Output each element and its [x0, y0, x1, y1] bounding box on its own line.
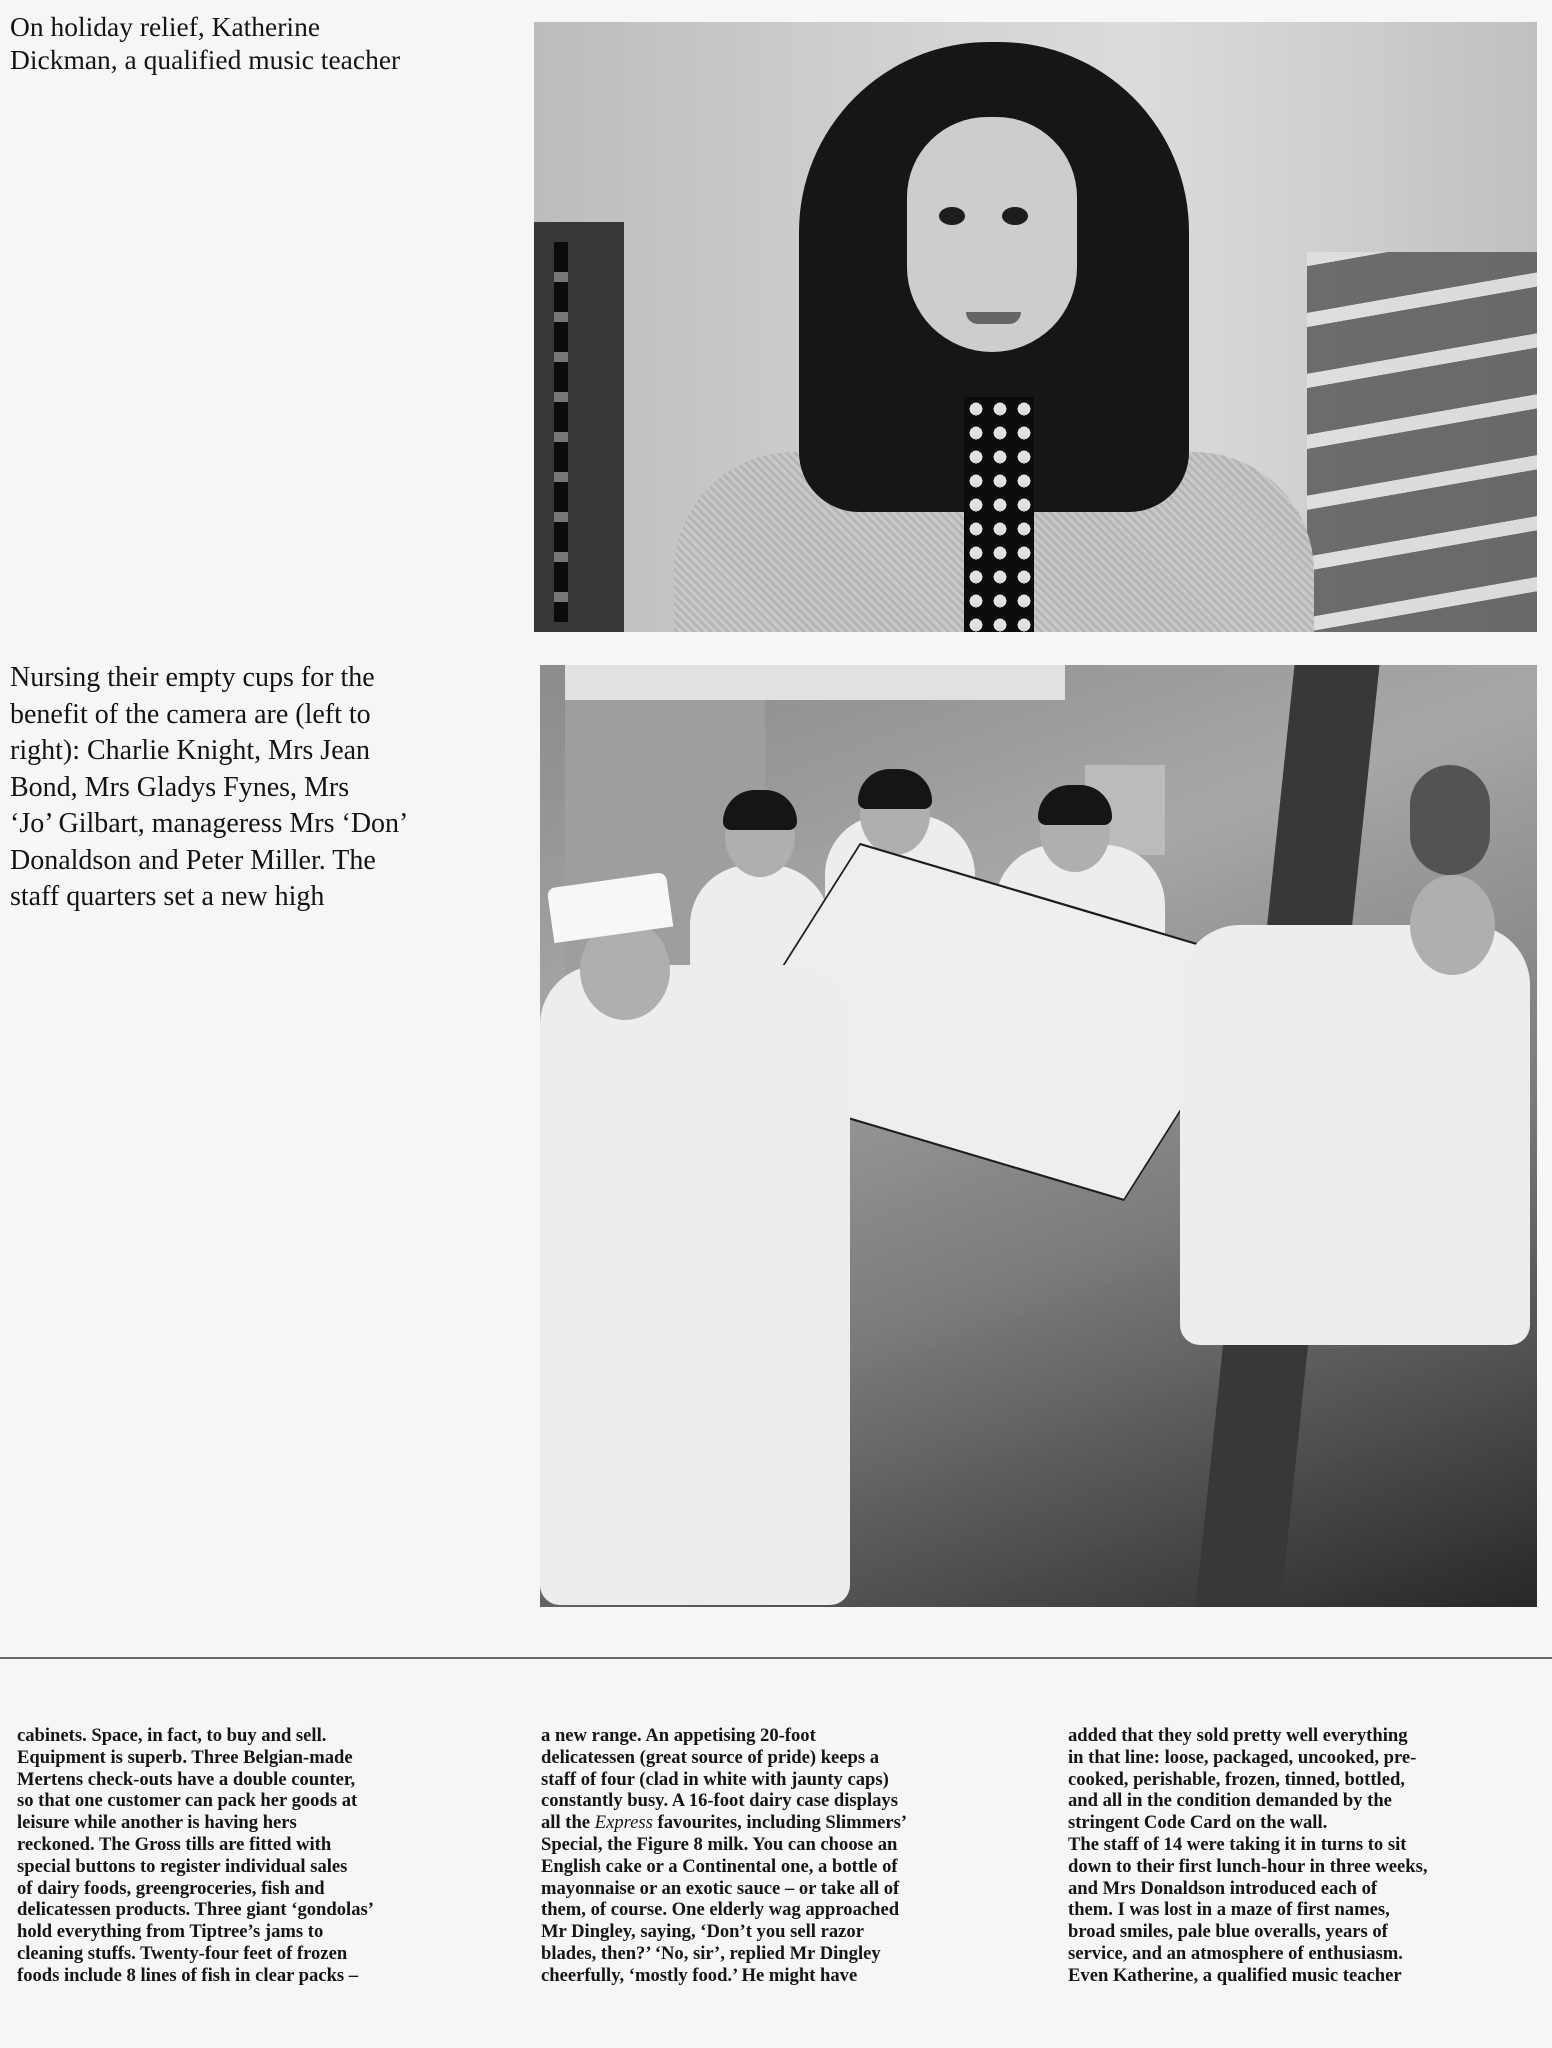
photo-portrait	[534, 22, 1537, 632]
caption-line: On holiday relief, Katherine	[10, 11, 321, 42]
eye-left	[939, 207, 965, 225]
text-line: them. I was lost in a maze of first names,	[1068, 1899, 1390, 1921]
text-line: cleaning stuffs. Twenty-four feet of frozen	[17, 1942, 348, 1964]
caption-line: Bond, Mrs Gladys Fynes, Mrs	[10, 771, 350, 803]
shelf-unit-left	[534, 222, 624, 632]
text-line: and all in the condition demanded by the	[1068, 1790, 1392, 1812]
text-line: staff of four (clad in white with jaunty caps)	[541, 1768, 889, 1790]
text-line: Special, the Figure 8 milk. You can choose an	[541, 1833, 898, 1855]
text-line: mayonnaise or an exotic sauce – or take all of	[541, 1877, 900, 1899]
text-line: broad smiles, pale blue overalls, years of	[1068, 1921, 1388, 1943]
head	[1410, 875, 1495, 975]
newspaper-title-express: Express	[594, 1812, 653, 1834]
text-line: hold everything from Tiptree’s jams to	[17, 1921, 324, 1943]
potted-plant	[1410, 765, 1490, 875]
text-line: in that line: loose, packaged, uncooked, pre-	[1068, 1746, 1417, 1768]
mouth	[966, 312, 1021, 324]
caption-line: Dickman, a qualified music teacher	[10, 44, 401, 75]
text-span: all the	[541, 1812, 595, 1834]
text-line: special buttons to register individual sales	[17, 1855, 348, 1877]
text-line: delicatessen products. Three giant ‘gondolas’	[17, 1899, 374, 1921]
hair	[723, 790, 797, 830]
caption-line: Donaldson and Peter Miller. The	[10, 844, 376, 876]
text-line: cabinets. Space, in fact, to buy and sell.	[17, 1725, 327, 1746]
text-line: blades, then?’ ‘No, sir’, replied Mr Dingley	[541, 1942, 881, 1964]
text-line: added that they sold pretty well everything	[1068, 1725, 1408, 1746]
body-column-2	[541, 1725, 1041, 1987]
caption-portrait	[10, 10, 510, 76]
text-line: so that one customer can pack her goods at	[17, 1790, 358, 1812]
caption-line: staff quarters set a new high	[10, 881, 325, 912]
text-line: and Mrs Donaldson introduced each of	[1068, 1877, 1378, 1899]
text-line: delicatessen (great source of pride) keeps a	[541, 1746, 880, 1768]
text-line: down to their first lunch-hour in three weeks,	[1068, 1855, 1428, 1877]
caption-group	[10, 660, 510, 916]
text-line: Even Katherine, a qualified music teacher	[1068, 1964, 1402, 1986]
text-line	[541, 1812, 1041, 1834]
text-line: leisure while another is having hers	[17, 1812, 297, 1834]
text-line: them, of course. One elderly wag approached	[541, 1899, 900, 1921]
person-peter-miller	[1180, 925, 1530, 1345]
eye-right	[1002, 207, 1028, 225]
text-line: foods include 8 lines of fish in clear packs –	[17, 1964, 359, 1986]
caption-line: Nursing their empty cups for the	[10, 662, 375, 693]
text-line: stringent Code Card on the wall.	[1068, 1812, 1328, 1834]
text-span: favourites, including Slimmers’	[652, 1812, 908, 1834]
caption-line: benefit of the camera are (left to	[10, 698, 371, 730]
shelves-right	[1307, 252, 1537, 632]
text-line: English cake or a Continental one, a bottle of	[541, 1855, 898, 1877]
caption-line: right): Charlie Knight, Mrs Jean	[10, 735, 371, 766]
window	[565, 665, 1065, 700]
text-line: The staff of 14 were taking it in turns to sit	[1068, 1833, 1407, 1855]
person-charlie-knight	[540, 965, 850, 1605]
text-line: a new range. An appetising 20-foot	[541, 1725, 816, 1746]
floral-blouse	[964, 397, 1034, 632]
text-line: Equipment is superb. Three Belgian-made	[17, 1746, 353, 1768]
text-line: Mertens check-outs have a double counter,	[17, 1768, 356, 1790]
text-line: Mr Dingley, saying, ‘Don’t you sell razor	[541, 1921, 864, 1943]
text-line: cheerfully, ‘mostly food.’ He might have	[541, 1964, 858, 1986]
text-line: service, and an atmosphere of enthusiasm.	[1068, 1942, 1403, 1964]
body-column-1	[17, 1725, 517, 1987]
photo-staff-group	[540, 665, 1537, 1607]
text-line: reckoned. The Gross tills are fitted with	[17, 1833, 332, 1855]
text-line: of dairy foods, greengroceries, fish and	[17, 1877, 325, 1899]
body-column-3	[1068, 1725, 1552, 1987]
horizontal-rule	[0, 1657, 1552, 1659]
text-line: constantly busy. A 16-foot dairy case displays	[541, 1790, 898, 1812]
hair	[858, 769, 932, 809]
text-line: cooked, perishable, frozen, tinned, bottled,	[1068, 1768, 1405, 1790]
caption-line: ‘Jo’ Gilbart, manageress Mrs ‘Don’	[10, 808, 409, 839]
